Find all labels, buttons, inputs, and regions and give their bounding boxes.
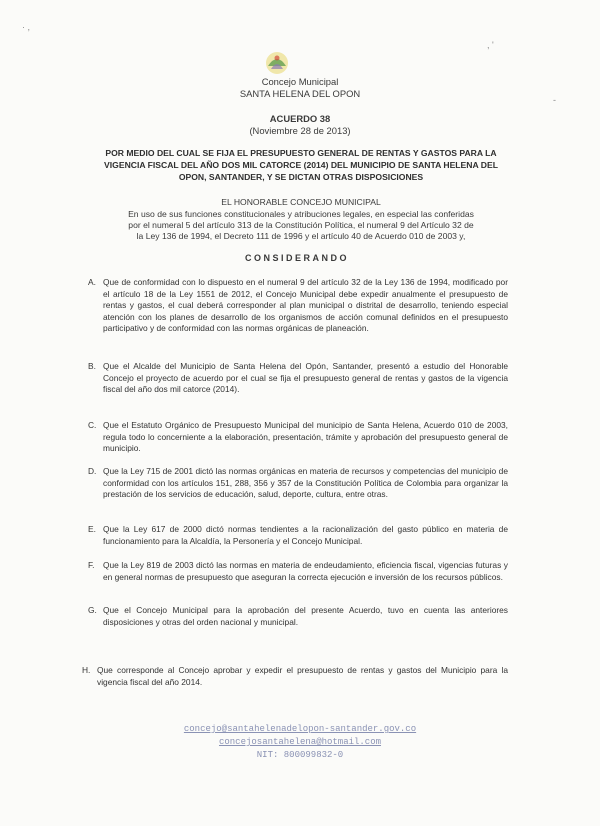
council-name: Concejo Municipal (261, 76, 339, 87)
item-text: Que el Concejo Municipal para la aprobación del presente Acuerdo, tuvo en cuenta las anteriores disposiciones y otras del orden nacional y municipal. (103, 605, 508, 627)
item-letter: D. (88, 466, 97, 476)
considerando-item (88, 466, 508, 501)
item-text: Que la Ley 715 de 2001 dictó las normas orgánicas en materia de recursos y competencias del municipio de conformidad con los artículos 151, 288, 356 y 357 de la Constitución Política de Colombia para organizar la prestación de los servicios de educación, salud, deporte, cultura, entre otras. (103, 466, 508, 499)
considerando-item (88, 361, 508, 396)
item-letter: A. (88, 277, 96, 287)
agreement-number: ACUERDO 38 (269, 113, 331, 124)
considerando-heading: CONSIDERANDO (245, 253, 350, 263)
considerando-item (88, 605, 508, 628)
council-heading: EL HONORABLE CONCEJO MUNICIPAL (221, 197, 381, 207)
item-text: Que de conformidad con lo dispuesto en el numeral 9 del artículo 32 de la Ley 136 de 1994, modificado por el artículo 18 de la Ley 1551 de 2012, el Concejo Municipal debe expedir anualmente el presupuesto de rentas y gastos, el cual deberá corresponder al plan municipal o distrital de desarrollo, teniendo especial atención con los planes de desarrollo de los organismos de acción comunal definidos en el presupuesto participativo y de conformidad con las normas orgánicas de planeación. (103, 277, 508, 333)
title-line: VIGENCIA FISCAL DEL AÑO DOS MIL CATORCE (2014) DEL MUNICIPIO DE SANTA HELENA DEL (104, 160, 498, 170)
item-text: Que la Ley 617 de 2000 dictó normas tendientes a la racionalización del gasto público en materia de funcionamiento para la Alcaldía, la Personería y el Concejo Municipal. (103, 524, 508, 546)
item-text: Que la Ley 819 de 2003 dictó las normas en materia de endeudamiento, eficiencia fiscal, vigencias futuras y en general normas de presupuesto que aseguran la correcta ejecución e inversión de los recursos públicos. (103, 560, 508, 582)
scan-speck: · , (22, 22, 30, 32)
considerando-item (88, 560, 508, 583)
council-seal-icon (264, 50, 290, 76)
item-letter: F. (88, 560, 95, 570)
intro-line: por el numeral 5 del artículo 313 de la Constitución Política, el numeral 9 del Artículo 32 de (128, 220, 474, 230)
item-letter: B. (88, 361, 96, 371)
item-letter: C. (88, 420, 97, 430)
municipality-name: SANTA HELENA DEL OPON (239, 88, 361, 99)
item-letter: G. (88, 605, 97, 615)
footer-nit: NIT: 800099832-0 (256, 750, 344, 760)
intro-line: la Ley 136 de 1994, el Decreto 111 de 1996 y el artículo 40 de Acuerdo 010 de 2003 y, (136, 231, 466, 241)
item-letter: H. (82, 665, 91, 675)
scan-speck: - (553, 95, 556, 105)
considerando-item (88, 277, 508, 335)
item-letter: E. (88, 524, 96, 534)
item-text: Que el Estatuto Orgánico de Presupuesto Municipal del municipio de Santa Helena, Acuerdo 010 de 2003, regula todo lo concerniente a la elaboración, presentación, trámite y aprobación del presupuesto general de municipio. (103, 420, 508, 453)
intro-line: En uso de sus funciones constitucionales y atribuciones legales, en especial las conferidas (128, 209, 474, 219)
item-text: Que corresponde al Concejo aprobar y expedir el presupuesto de rentas y gastos del Municipio para la vigencia fiscal del año 2014. (97, 665, 508, 687)
footer-email-link[interactable]: concejo@santahelenadelopon-santander.gov.co (183, 724, 417, 734)
item-text: Que el Alcalde del Municipio de Santa Helena del Opón, Santander, presentó a estudio del Honorable Concejo el proyecto de acuerdo por el cual se fija el presupuesto general de rentas y gastos de la vigencia fiscal del año dos mil catorce (2014). (103, 361, 508, 394)
agreement-date: (Noviembre 28 de 2013) (249, 125, 351, 136)
scan-speck: , ' (487, 40, 494, 50)
footer-email-link[interactable]: concejosantahelena@hotmail.com (218, 737, 382, 747)
title-line: POR MEDIO DEL CUAL SE FIJA EL PRESUPUESTO GENERAL DE RENTAS Y GASTOS PARA LA (105, 148, 497, 158)
considerando-item (82, 665, 508, 688)
title-line: OPON, SANTANDER, Y SE DICTAN OTRAS DISPOSICIONES (178, 172, 424, 182)
considerando-item (88, 420, 508, 455)
considerando-item (88, 524, 508, 547)
